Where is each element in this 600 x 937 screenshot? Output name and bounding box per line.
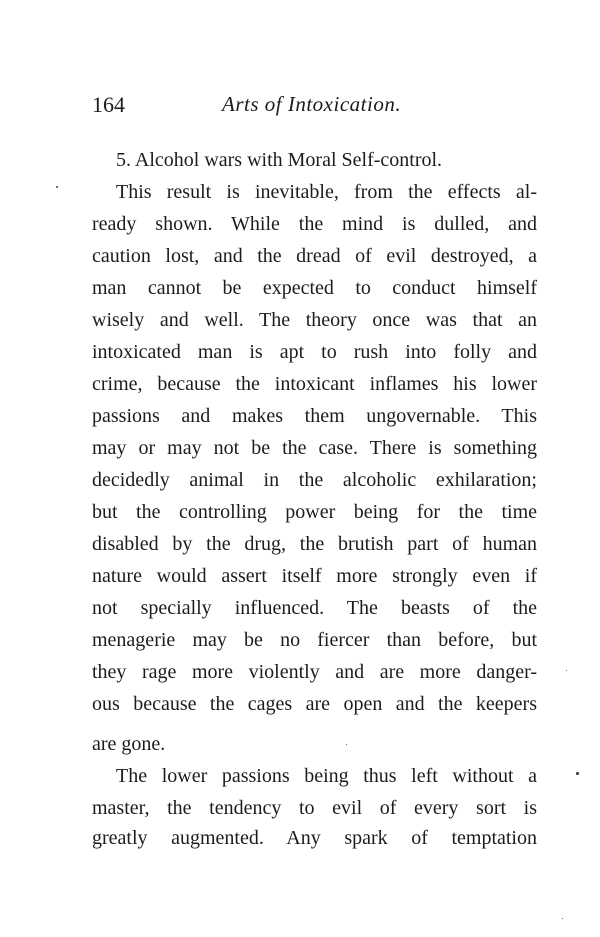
text-line: passions and makes them ungovernable. This — [92, 405, 537, 427]
text-line: nature would assert itself more strongly even if — [92, 565, 537, 587]
page-header — [92, 92, 537, 122]
text-line: master, the tendency to evil of every sort is — [92, 797, 537, 819]
running-title: Arts of Intoxication. — [222, 92, 402, 116]
text-line: This result is inevitable, from the effects al- — [116, 181, 537, 203]
paper-speck — [576, 772, 579, 775]
paper-speck — [346, 744, 347, 745]
text-line: intoxicated man is apt to rush into folly and — [92, 341, 537, 363]
text-line: caution lost, and the dread of evil destroyed, a — [92, 245, 537, 267]
text-line: they rage more violently and are more danger- — [92, 661, 537, 683]
page-number: 164 — [92, 92, 125, 117]
text-line: not specially influenced. The beasts of the — [92, 597, 537, 619]
text-line: are gone. — [92, 733, 166, 755]
text-line: decidedly animal in the alcoholic exhilaration; — [92, 469, 537, 491]
text-line: greatly augmented. Any spark of temptation — [92, 827, 537, 849]
text-line: wisely and well. The theory once was that an — [92, 309, 537, 331]
text-line: man cannot be expected to conduct himself — [92, 277, 537, 299]
text-line: menagerie may be no fiercer than before, but — [92, 629, 537, 651]
paper-speck — [562, 918, 563, 919]
text-line: ous because the cages are open and the keepers — [92, 693, 537, 715]
text-line: ready shown. While the mind is dulled, and — [92, 213, 537, 235]
paper-speck — [56, 186, 58, 188]
paper-speck — [566, 670, 567, 671]
text-line: disabled by the drug, the brutish part of human — [92, 533, 537, 555]
text-line: but the controlling power being for the time — [92, 501, 537, 523]
text-line: crime, because the intoxicant inflames his lower — [92, 373, 537, 395]
section-heading: 5. Alcohol wars with Moral Self-control. — [116, 149, 443, 171]
text-line: The lower passions being thus left without a — [116, 765, 537, 787]
text-line: may or may not be the case. There is something — [92, 437, 537, 459]
